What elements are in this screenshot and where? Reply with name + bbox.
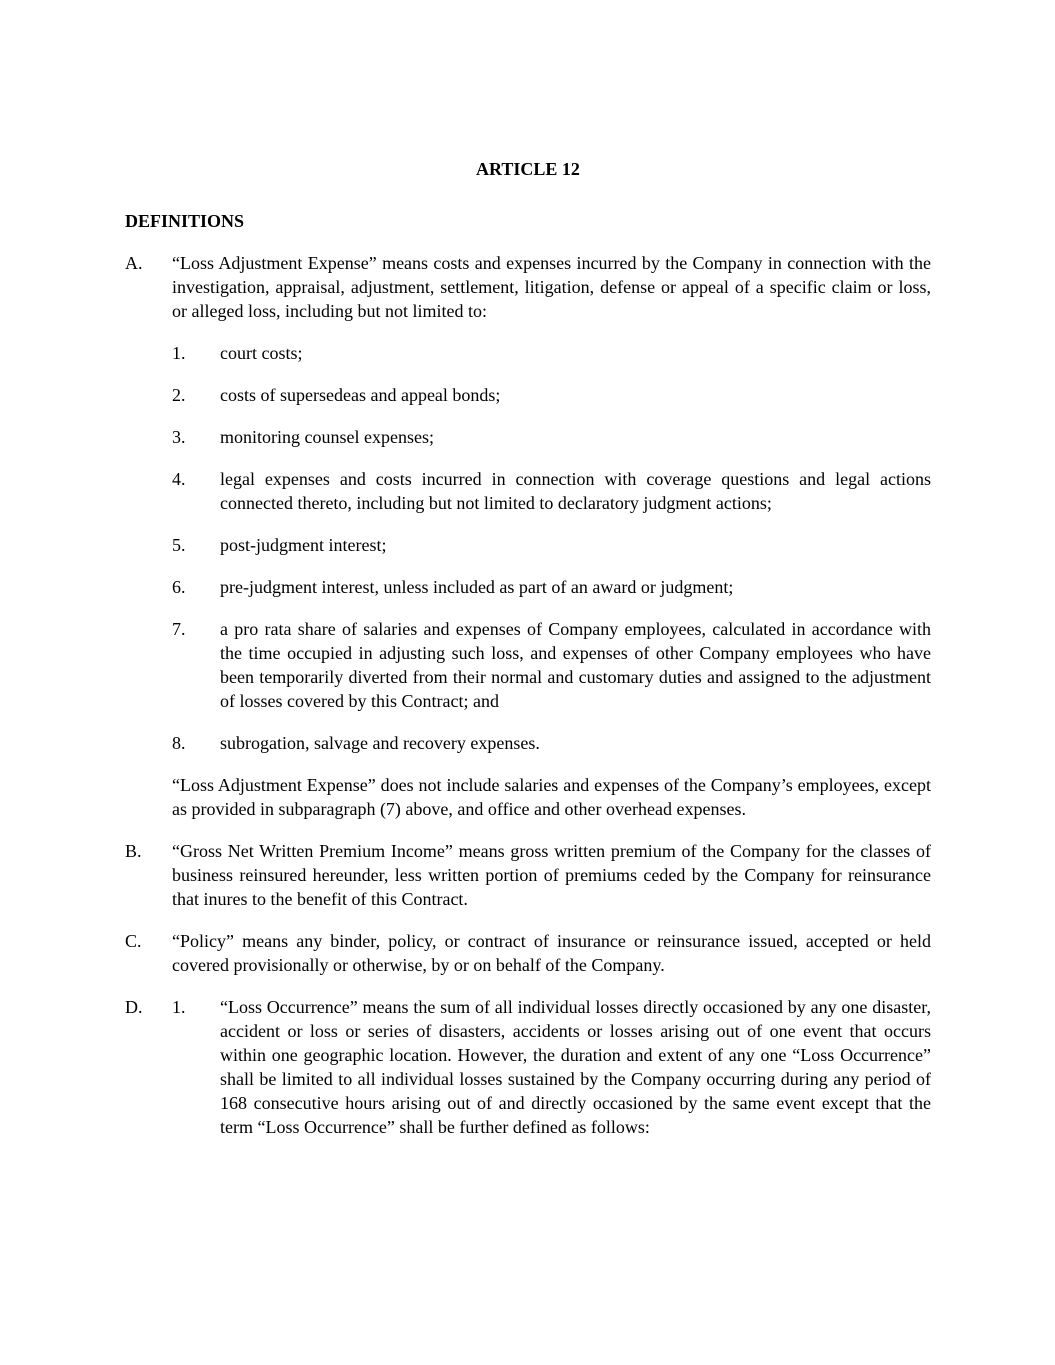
list-item-1 (172, 341, 931, 365)
list-item-8 (172, 731, 931, 755)
list-item-3-number: 3. (172, 427, 186, 447)
list-item-5-text: post-judgment interest; (220, 535, 387, 555)
section-a-closing (172, 773, 931, 821)
section-a-closing-paragraph: “Loss Adjustment Expense” does not include salaries and expenses of the Company’s employees, except as provided in subparagraph (7) above, and office and other overhead expenses. (172, 775, 931, 819)
list-item-5-number: 5. (172, 535, 186, 555)
list-item-1-number: 1. (172, 343, 186, 363)
section-c-paragraph: “Policy” means any binder, policy, or contract of insurance or reinsurance issued, accepted or held covered provisionally or otherwise, by or on behalf of the Company. (172, 931, 931, 975)
list-item-3-text: monitoring counsel expenses; (220, 427, 434, 447)
definitions-heading: DEFINITIONS (125, 211, 245, 231)
section-a (125, 251, 931, 323)
section-d-label: D. (125, 997, 143, 1017)
list-item-2-text: costs of supersedeas and appeal bonds; (220, 385, 501, 405)
list-item-7-text: a pro rata share of salaries and expenses of Company employees, calculated in accordance with the time occupied in adjusting such loss, and expenses of other Company employees who have been temporarily diverted from their normal and customary duties and assigned to the adjustment of losses covered by this Contract; and (220, 619, 931, 711)
section-a-label: A. (125, 253, 143, 273)
section-d-paragraph: “Loss Occurrence” means the sum of all individual losses directly occasioned by any one disaster, accident or loss or series of disasters, accidents or losses arising out of one event that occurs within one geographic location. However, the duration and extent of any one “Loss Occurrence” shall be limited to all individual losses sustained by the Company occurring during any period of 168 consecutive hours arising out of and directly occasioned by the same event except that the term “Loss Occurrence” shall be further defined as follows: (220, 997, 931, 1137)
list-item-2 (172, 383, 931, 407)
section-d (125, 995, 931, 1139)
list-item-6-number: 6. (172, 577, 186, 597)
list-item-8-text: subrogation, salvage and recovery expenses. (220, 733, 540, 753)
section-a-paragraph: “Loss Adjustment Expense” means costs and expenses incurred by the Company in connection with the investigation, appraisal, adjustment, settlement, litigation, defense or appeal of a specific claim or loss, or alleged loss, including but not limited to: (172, 253, 931, 321)
list-item-4-number: 4. (172, 469, 186, 489)
section-b-paragraph: “Gross Net Written Premium Income” means gross written premium of the Company for the classes of business reinsured hereunder, less written portion of premiums ceded by the Company for reinsurance that inures to the benefit of this Contract. (172, 841, 931, 909)
list-item-5 (172, 533, 931, 557)
list-item-7-number: 7. (172, 619, 186, 639)
list-item-1-text: court costs; (220, 343, 303, 363)
list-item-3 (172, 425, 931, 449)
section-c (125, 929, 931, 977)
list-item-6 (172, 575, 931, 599)
list-item-2-number: 2. (172, 385, 186, 405)
section-d-sub-label: 1. (172, 997, 186, 1017)
list-item-6-text: pre-judgment interest, unless included as part of an award or judgment; (220, 577, 734, 597)
section-c-label: C. (125, 931, 142, 951)
section-b-label: B. (125, 841, 142, 861)
list-item-4-text: legal expenses and costs incurred in connection with coverage questions and legal actions connected thereto, including but not limited to declaratory judgment actions; (220, 469, 931, 513)
list-item-8-number: 8. (172, 733, 186, 753)
article-title: ARTICLE 12 (476, 159, 580, 179)
list-item-4 (172, 467, 931, 515)
section-b (125, 839, 931, 911)
list-item-7 (172, 617, 931, 713)
